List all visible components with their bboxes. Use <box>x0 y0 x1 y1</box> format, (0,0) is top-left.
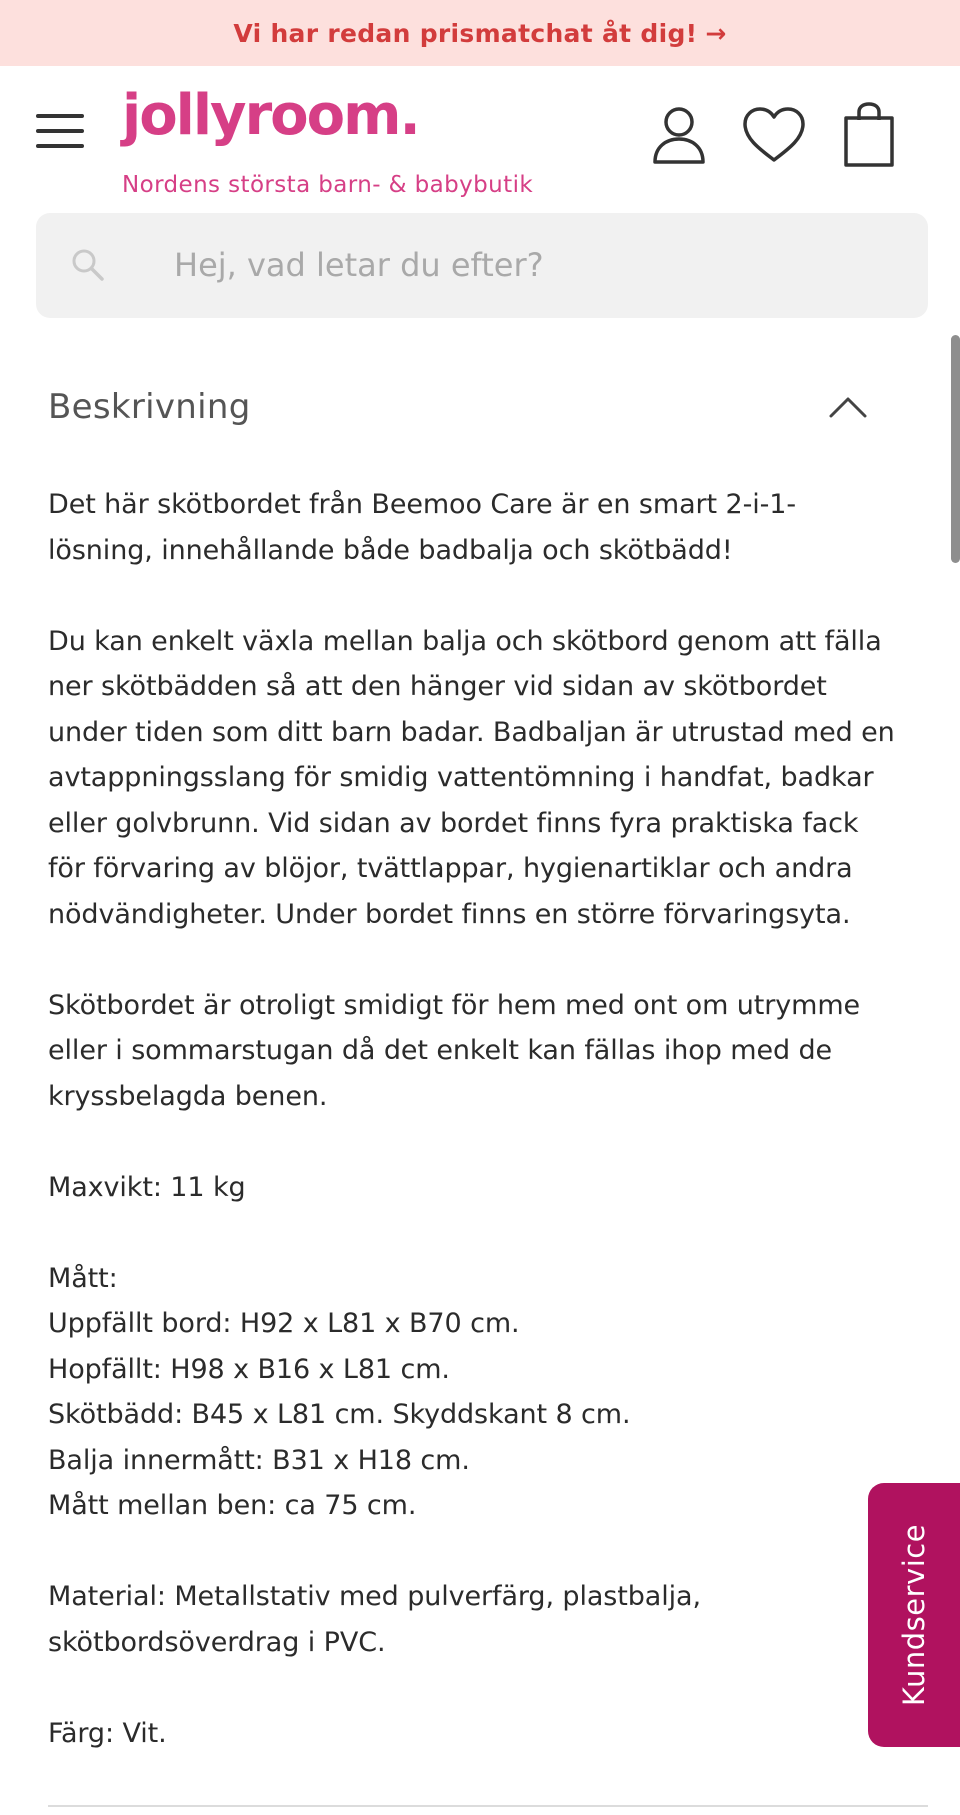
page-scrollbar[interactable] <box>951 335 960 563</box>
arrow-right-icon: → <box>705 18 727 48</box>
search-bar[interactable] <box>36 213 928 318</box>
paragraph-gap <box>48 1210 928 1256</box>
description-line: Skötbädd: B45 x L81 cm. Skyddskant 8 cm. <box>48 1399 631 1430</box>
paragraph-gap <box>48 937 928 983</box>
paragraph-gap <box>48 573 928 619</box>
description-line: Färg: Vit. <box>48 1717 167 1749</box>
description-line: Material: Metallstativ med pulverfärg, plastbalja, <box>48 1581 701 1612</box>
paragraph-gap <box>48 1665 928 1711</box>
site-header <box>0 66 960 206</box>
paragraph-gap <box>48 1529 928 1575</box>
description-line: lösning, innehållande både badbalja och skötbädd! <box>48 534 733 566</box>
promo-text: Vi har redan prismatchat åt dig! <box>233 18 698 48</box>
description-line: ner skötbädden så att den hänger vid sidan av skötbordet <box>48 671 827 702</box>
account-button[interactable] <box>646 102 712 168</box>
description-line: Mått mellan ben: ca 75 cm. <box>48 1490 417 1521</box>
description-line: skötbordsöverdrag i PVC. <box>48 1626 386 1658</box>
description-paragraph <box>48 1256 928 1529</box>
description-paragraph <box>48 1711 928 1757</box>
chevron-up-icon <box>828 389 868 425</box>
description-line: Maxvikt: 11 kg <box>48 1171 246 1203</box>
description-line: avtappningsslang för smidig vattentömning i handfat, badkar <box>48 762 874 793</box>
menu-button[interactable] <box>36 112 84 150</box>
tagline: Nordens största barn- & babybutik <box>122 172 534 198</box>
description-line: Du kan enkelt växla mellan balja och skötbord genom att fälla <box>48 625 882 657</box>
description-line: Uppfällt bord: H92 x L81 x B70 cm. <box>48 1308 520 1339</box>
menu-icon-bar <box>36 129 84 133</box>
description-paragraph <box>48 619 928 938</box>
menu-icon-bar <box>36 144 84 148</box>
description-paragraph <box>48 482 928 573</box>
menu-icon-bar <box>36 114 84 118</box>
search-input[interactable] <box>136 233 934 297</box>
description-line: under tiden som ditt barn badar. Badbaljan är utrustad med en <box>48 716 895 748</box>
heart-icon <box>741 105 807 165</box>
customer-service-label: Kundservice <box>897 1523 931 1707</box>
cart-button[interactable] <box>836 102 902 168</box>
section-divider <box>48 1805 928 1807</box>
logo[interactable]: jollyroom. <box>122 83 419 148</box>
search-icon <box>68 245 108 285</box>
product-description <box>48 482 928 1756</box>
description-line: eller golvbrunn. Vid sidan av bordet finns fyra praktiska fack <box>48 807 859 839</box>
section-title: Beskrivning <box>48 387 251 427</box>
user-icon <box>651 105 707 165</box>
description-paragraph <box>48 1574 928 1665</box>
description-paragraph <box>48 1165 928 1211</box>
description-line: nödvändigheter. Under bordet finns en större förvaringsyta. <box>48 898 851 930</box>
description-line: Det här skötbordet från Beemoo Care är en smart 2-i-1- <box>48 489 796 520</box>
paragraph-gap <box>48 1119 928 1165</box>
description-line: eller i sommarstugan då det enkelt kan fällas ihop med de <box>48 1035 833 1066</box>
description-line: Hopfällt: H98 x B16 x L81 cm. <box>48 1353 450 1385</box>
description-line: Balja innermått: B31 x H18 cm. <box>48 1444 470 1476</box>
description-paragraph <box>48 983 928 1120</box>
description-line: kryssbelagda benen. <box>48 1080 328 1112</box>
promo-banner[interactable] <box>0 0 960 66</box>
customer-service-button[interactable] <box>868 1483 960 1747</box>
wishlist-button[interactable] <box>741 102 807 168</box>
description-line: Mått: <box>48 1262 118 1294</box>
description-line: Skötbordet är otroligt smidigt för hem med ont om utrymme <box>48 989 861 1021</box>
bag-icon <box>841 102 897 168</box>
description-line: för förvaring av blöjor, tvättlappar, hygienartiklar och andra <box>48 853 853 884</box>
accordion-header-description[interactable] <box>48 375 868 439</box>
